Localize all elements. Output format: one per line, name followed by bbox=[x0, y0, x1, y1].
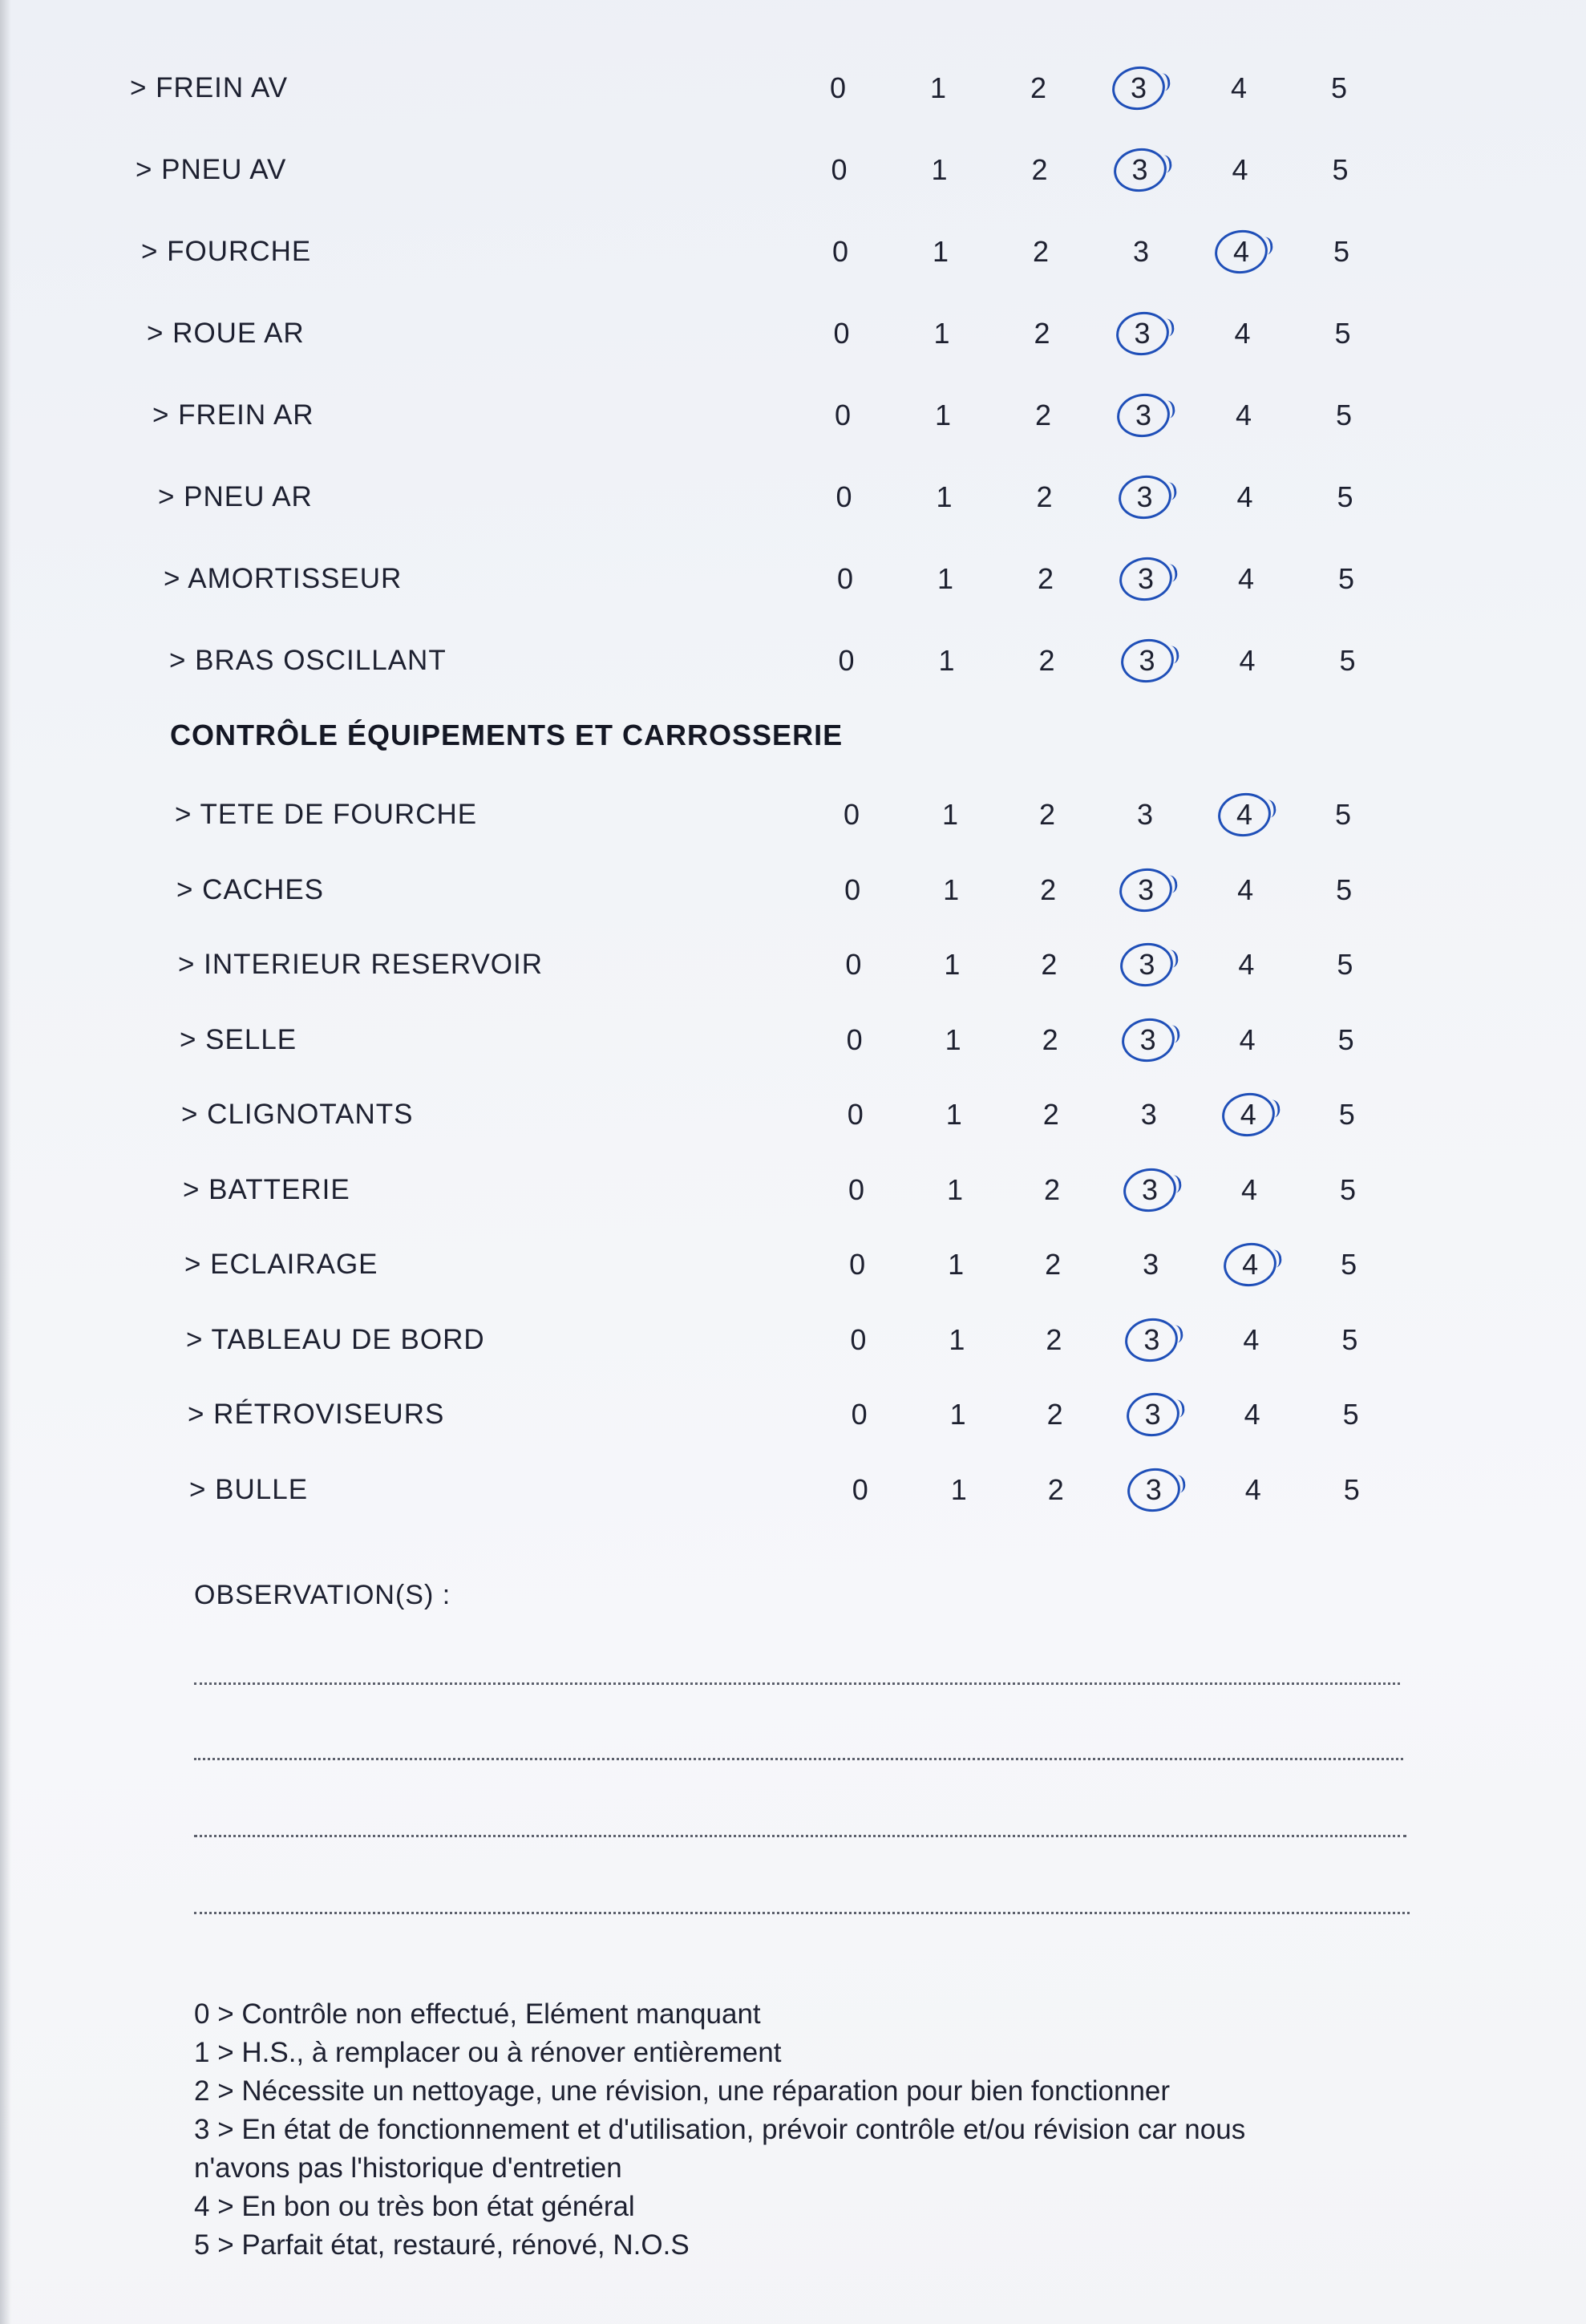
score-option-1[interactable]: 1 bbox=[932, 235, 949, 268]
inspection-row bbox=[0, 1466, 1586, 1514]
score-option-1[interactable]: 1 bbox=[938, 644, 955, 677]
inspection-row bbox=[0, 1241, 1586, 1289]
score-option-5[interactable]: 5 bbox=[1334, 317, 1351, 350]
score-option-0[interactable]: 0 bbox=[838, 644, 855, 677]
inspection-row bbox=[0, 228, 1586, 276]
score-option-3[interactable]: 3 bbox=[1137, 562, 1155, 595]
inspection-item-label: > TABLEAU DE BORD bbox=[186, 1323, 485, 1355]
score-option-4[interactable]: 4 bbox=[1238, 948, 1255, 981]
score-option-5[interactable]: 5 bbox=[1336, 873, 1353, 906]
inspection-row bbox=[0, 791, 1586, 839]
score-option-4[interactable]: 4 bbox=[1242, 1248, 1259, 1281]
score-option-4[interactable]: 4 bbox=[1244, 1472, 1261, 1506]
score-option-3[interactable]: 3 bbox=[1138, 873, 1155, 906]
score-option-1[interactable]: 1 bbox=[946, 1172, 964, 1206]
score-option-1[interactable]: 1 bbox=[934, 399, 952, 431]
observations-label: OBSERVATION(S) : bbox=[194, 1580, 451, 1610]
inspection-item-label: > INTERIEUR RESERVOIR bbox=[178, 949, 544, 980]
score-option-1[interactable]: 1 bbox=[931, 153, 948, 186]
score-option-2[interactable]: 2 bbox=[1032, 235, 1050, 268]
score-option-0[interactable]: 0 bbox=[833, 317, 850, 350]
score-option-0[interactable]: 0 bbox=[835, 480, 852, 513]
observation-line[interactable] bbox=[194, 1912, 1410, 1914]
score-option-0[interactable]: 0 bbox=[851, 1398, 868, 1431]
score-option-3[interactable]: 3 bbox=[1135, 399, 1152, 431]
inspection-item-label: > CLIGNOTANTS bbox=[181, 1099, 414, 1130]
inspection-row bbox=[0, 1091, 1586, 1139]
inspection-row bbox=[0, 473, 1586, 521]
legend-line: 0 > Contrôle non effectué, Elément manquant bbox=[194, 1998, 761, 2030]
score-option-3[interactable]: 3 bbox=[1131, 153, 1148, 186]
inspection-item-label: > PNEU AV bbox=[136, 154, 287, 185]
score-option-5[interactable]: 5 bbox=[1343, 1472, 1360, 1506]
inspection-item-label: > TETE DE FOURCHE bbox=[175, 799, 478, 830]
score-option-2[interactable]: 2 bbox=[1038, 644, 1055, 677]
score-option-5[interactable]: 5 bbox=[1330, 71, 1348, 104]
score-option-4[interactable]: 4 bbox=[1234, 317, 1251, 350]
score-option-0[interactable]: 0 bbox=[848, 1172, 865, 1206]
observation-line[interactable] bbox=[194, 1758, 1403, 1760]
score-legend bbox=[194, 1995, 1429, 2265]
inspection-item-label: > RÉTROVISEURS bbox=[188, 1399, 445, 1430]
score-option-3[interactable]: 3 bbox=[1143, 1322, 1160, 1356]
score-option-5[interactable]: 5 bbox=[1338, 1098, 1355, 1131]
score-option-1[interactable]: 1 bbox=[948, 1248, 965, 1281]
score-option-5[interactable]: 5 bbox=[1337, 948, 1353, 981]
legend-line: 5 > Parfait état, restauré, rénové, N.O.S bbox=[194, 2229, 690, 2261]
inspection-row bbox=[0, 637, 1586, 685]
inspection-item-label: > ROUE AR bbox=[147, 318, 305, 349]
inspection-item-label: > ECLAIRAGE bbox=[184, 1249, 378, 1280]
legend-line: n'avons pas l'historique d'entretien bbox=[194, 2152, 622, 2184]
score-option-2[interactable]: 2 bbox=[1030, 71, 1047, 104]
inspection-row bbox=[0, 146, 1586, 194]
score-option-1[interactable]: 1 bbox=[937, 562, 954, 595]
score-option-1[interactable]: 1 bbox=[933, 317, 950, 350]
score-option-4[interactable]: 4 bbox=[1240, 1172, 1258, 1206]
section-title: CONTRÔLE ÉQUIPEMENTS ET CARROSSERIE bbox=[170, 719, 844, 751]
score-option-3[interactable]: 3 bbox=[1136, 798, 1154, 831]
score-option-1[interactable]: 1 bbox=[950, 1472, 967, 1506]
score-option-2[interactable]: 2 bbox=[1046, 1322, 1062, 1356]
score-option-4[interactable]: 4 bbox=[1232, 153, 1248, 186]
score-option-1[interactable]: 1 bbox=[936, 480, 953, 513]
score-option-4[interactable]: 4 bbox=[1240, 1098, 1256, 1131]
score-option-1[interactable]: 1 bbox=[945, 1022, 961, 1056]
score-option-3[interactable]: 3 bbox=[1132, 235, 1150, 268]
score-option-2[interactable]: 2 bbox=[1034, 399, 1052, 431]
score-option-1[interactable]: 1 bbox=[941, 798, 959, 831]
score-option-4[interactable]: 4 bbox=[1239, 644, 1256, 677]
inspection-row bbox=[0, 391, 1586, 439]
score-option-4[interactable]: 4 bbox=[1239, 1022, 1256, 1056]
score-option-1[interactable]: 1 bbox=[949, 1322, 965, 1356]
score-option-0[interactable]: 0 bbox=[852, 1472, 868, 1506]
inspection-row bbox=[0, 941, 1586, 989]
score-option-0[interactable]: 0 bbox=[849, 1248, 866, 1281]
score-option-0[interactable]: 0 bbox=[843, 798, 860, 831]
score-option-1[interactable]: 1 bbox=[944, 948, 961, 981]
legend-line: 2 > Nécessite un nettoyage, une révision, une réparation pour bien fonctionner bbox=[194, 2075, 1171, 2107]
score-option-3[interactable]: 3 bbox=[1136, 480, 1153, 513]
score-option-2[interactable]: 2 bbox=[1034, 317, 1050, 350]
inspection-item-label: > BRAS OSCILLANT bbox=[169, 645, 447, 676]
score-option-5[interactable]: 5 bbox=[1337, 480, 1353, 513]
inspection-row bbox=[0, 1391, 1586, 1439]
score-option-3[interactable]: 3 bbox=[1140, 1098, 1157, 1131]
score-option-0[interactable]: 0 bbox=[844, 873, 861, 906]
inspection-row bbox=[0, 1316, 1586, 1364]
inspection-row bbox=[0, 1016, 1586, 1064]
score-option-2[interactable]: 2 bbox=[1038, 798, 1056, 831]
inspection-row bbox=[0, 866, 1586, 914]
score-option-2[interactable]: 2 bbox=[1043, 1172, 1061, 1206]
score-option-5[interactable]: 5 bbox=[1333, 235, 1350, 268]
score-option-0[interactable]: 0 bbox=[846, 1022, 863, 1056]
inspection-row bbox=[0, 555, 1586, 603]
score-option-2[interactable]: 2 bbox=[1036, 480, 1053, 513]
score-option-5[interactable]: 5 bbox=[1341, 1322, 1358, 1356]
score-option-5[interactable]: 5 bbox=[1339, 644, 1356, 677]
inspection-item-label: > FOURCHE bbox=[141, 236, 312, 267]
score-option-1[interactable]: 1 bbox=[949, 1398, 966, 1431]
score-option-0[interactable]: 0 bbox=[845, 948, 862, 981]
score-option-5[interactable]: 5 bbox=[1341, 1248, 1357, 1281]
score-option-0[interactable]: 0 bbox=[850, 1322, 867, 1356]
score-option-3[interactable]: 3 bbox=[1143, 1248, 1159, 1281]
observation-line[interactable] bbox=[194, 1682, 1400, 1685]
score-option-2[interactable]: 2 bbox=[1037, 562, 1054, 595]
score-option-2[interactable]: 2 bbox=[1042, 1022, 1058, 1056]
score-option-0[interactable]: 0 bbox=[836, 562, 854, 595]
score-option-3[interactable]: 3 bbox=[1144, 1398, 1161, 1431]
score-option-4[interactable]: 4 bbox=[1232, 235, 1250, 268]
score-option-0[interactable]: 0 bbox=[831, 235, 849, 268]
score-option-4[interactable]: 4 bbox=[1243, 1322, 1260, 1356]
score-option-4[interactable]: 4 bbox=[1236, 480, 1253, 513]
score-option-4[interactable]: 4 bbox=[1244, 1398, 1260, 1431]
inspection-item-label: > CACHES bbox=[176, 873, 325, 905]
inspection-item-label: > FREIN AR bbox=[152, 399, 314, 431]
inspection-item-label: > AMORTISSEUR bbox=[164, 563, 403, 594]
score-option-2[interactable]: 2 bbox=[1040, 873, 1057, 906]
legend-line: 1 > H.S., à remplacer ou à rénover entièrement bbox=[194, 2037, 782, 2068]
score-option-3[interactable]: 3 bbox=[1141, 1172, 1159, 1206]
score-option-1[interactable]: 1 bbox=[943, 873, 960, 906]
score-option-5[interactable]: 5 bbox=[1335, 399, 1353, 431]
score-option-2[interactable]: 2 bbox=[1041, 948, 1058, 981]
score-option-5[interactable]: 5 bbox=[1332, 153, 1349, 186]
score-option-4[interactable]: 4 bbox=[1235, 399, 1252, 431]
score-option-3[interactable]: 3 bbox=[1139, 644, 1155, 677]
inspection-row bbox=[0, 1166, 1586, 1214]
legend-line: 3 > En état de fonctionnement et d'utilisation, prévoir contrôle et/ou révision car nous bbox=[194, 2114, 1246, 2145]
score-option-1[interactable]: 1 bbox=[929, 71, 947, 104]
inspection-item-label: > BULLE bbox=[189, 1473, 309, 1505]
score-option-3[interactable]: 3 bbox=[1139, 1022, 1156, 1056]
score-option-0[interactable]: 0 bbox=[829, 71, 847, 104]
score-option-4[interactable]: 4 bbox=[1230, 71, 1248, 104]
inspection-item-label: > PNEU AR bbox=[158, 481, 313, 512]
score-option-5[interactable]: 5 bbox=[1339, 1172, 1357, 1206]
inspection-item-label: > SELLE bbox=[180, 1023, 297, 1055]
inspection-item-label: > BATTERIE bbox=[183, 1173, 350, 1205]
inspection-row bbox=[0, 310, 1586, 358]
score-option-0[interactable]: 0 bbox=[847, 1098, 864, 1131]
observation-line[interactable] bbox=[194, 1835, 1406, 1837]
score-option-2[interactable]: 2 bbox=[1047, 1472, 1064, 1506]
inspection-item-label: > FREIN AV bbox=[130, 72, 289, 103]
score-option-0[interactable]: 0 bbox=[831, 153, 848, 186]
legend-line: 4 > En bon ou très bon état général bbox=[194, 2191, 635, 2222]
score-option-4[interactable]: 4 bbox=[1237, 873, 1254, 906]
score-option-1[interactable]: 1 bbox=[945, 1098, 962, 1131]
score-option-3[interactable]: 3 bbox=[1134, 317, 1151, 350]
score-option-4[interactable]: 4 bbox=[1237, 562, 1255, 595]
score-option-0[interactable]: 0 bbox=[834, 399, 852, 431]
score-option-5[interactable]: 5 bbox=[1337, 1022, 1354, 1056]
score-option-3[interactable]: 3 bbox=[1145, 1472, 1162, 1506]
score-option-2[interactable]: 2 bbox=[1031, 153, 1048, 186]
inspection-row bbox=[0, 64, 1586, 112]
score-option-2[interactable]: 2 bbox=[1042, 1098, 1059, 1131]
score-option-3[interactable]: 3 bbox=[1139, 948, 1155, 981]
score-option-5[interactable]: 5 bbox=[1342, 1398, 1359, 1431]
score-option-3[interactable]: 3 bbox=[1130, 71, 1147, 104]
score-option-2[interactable]: 2 bbox=[1045, 1248, 1062, 1281]
score-option-5[interactable]: 5 bbox=[1337, 562, 1355, 595]
score-option-2[interactable]: 2 bbox=[1046, 1398, 1063, 1431]
score-option-5[interactable]: 5 bbox=[1334, 798, 1352, 831]
score-option-4[interactable]: 4 bbox=[1236, 798, 1253, 831]
